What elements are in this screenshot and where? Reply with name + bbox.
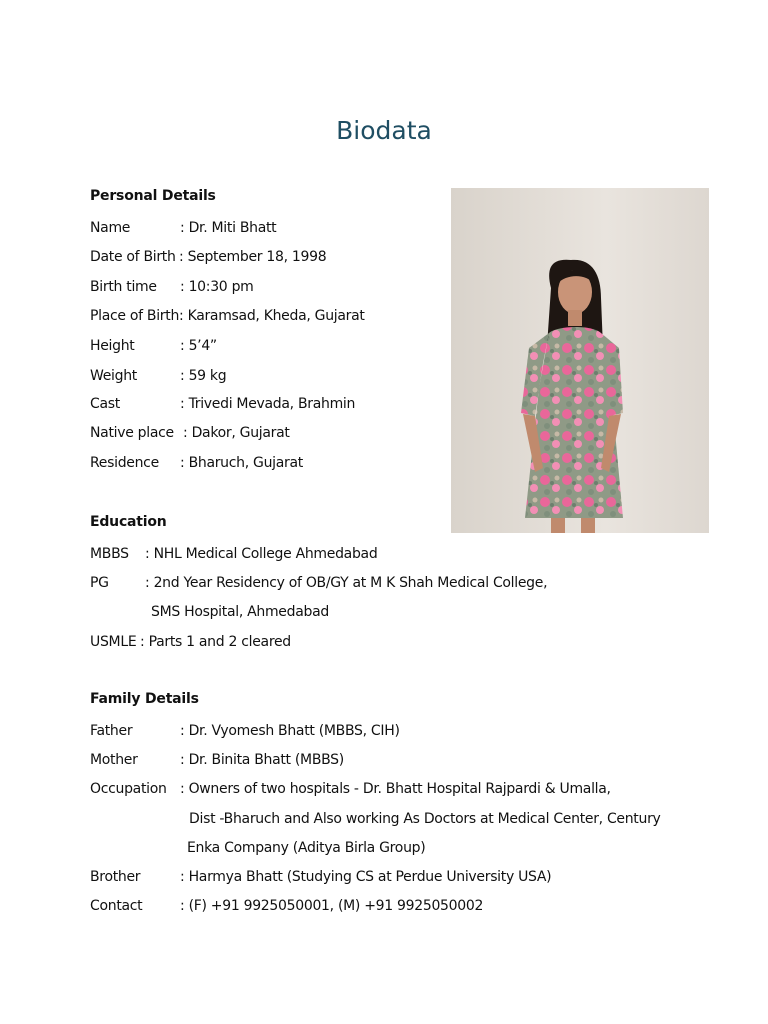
value-height: : 5’4” [180, 338, 217, 354]
family-details-heading: Family Details [90, 691, 199, 707]
value-residence: : Bharuch, Gujarat [180, 455, 303, 471]
label-pg: PG [90, 575, 109, 591]
label-name: Name [90, 220, 131, 236]
value-weight: : 59 kg [180, 368, 227, 384]
label-usmle: USMLE [90, 634, 137, 650]
value-occupation-line-2: Dist -Bharuch and Also working As Doctors at Medical Center, Century [189, 811, 661, 827]
value-pg-continued: SMS Hospital, Ahmedabad [151, 604, 329, 620]
value-mbbs: : NHL Medical College Ahmedabad [145, 546, 378, 562]
education-heading: Education [90, 514, 167, 530]
label-place-of-birth: Place of Birth [90, 308, 180, 324]
profile-photo [451, 188, 709, 533]
value-dob: : September 18, 1998 [179, 249, 327, 265]
value-pg: : 2nd Year Residency of OB/GY at M K Shah Medical College, [145, 575, 548, 591]
label-cast: Cast [90, 396, 120, 412]
label-father: Father [90, 723, 133, 739]
label-brother: Brother [90, 869, 141, 885]
label-mother: Mother [90, 752, 138, 768]
value-occupation: : Owners of two hospitals - Dr. Bhatt Hospital Rajpardi & Umalla, [180, 781, 611, 797]
label-weight: Weight [90, 368, 137, 384]
value-usmle: : Parts 1 and 2 cleared [140, 634, 291, 650]
value-place-of-birth: : Karamsad, Kheda, Gujarat [179, 308, 365, 324]
value-native-place: : Dakor, Gujarat [183, 425, 290, 441]
label-occupation: Occupation [90, 781, 167, 797]
label-dob: Date of Birth [90, 249, 176, 265]
value-cast: : Trivedi Mevada, Brahmin [180, 396, 356, 412]
page-title: Biodata [336, 116, 432, 145]
label-mbbs: MBBS [90, 546, 129, 562]
value-occupation-line-3: Enka Company (Aditya Birla Group) [187, 840, 426, 856]
label-native-place: Native place [90, 425, 174, 441]
person-illustration [451, 188, 709, 533]
value-mother: : Dr. Binita Bhatt (MBBS) [180, 752, 344, 768]
label-contact: Contact [90, 898, 143, 914]
personal-details-heading: Personal Details [90, 188, 216, 204]
label-birth-time: Birth time [90, 279, 157, 295]
value-contact: : (F) +91 9925050001, (M) +91 9925050002 [180, 898, 484, 914]
value-father: : Dr. Vyomesh Bhatt (MBBS, CIH) [180, 723, 400, 739]
label-residence: Residence [90, 455, 159, 471]
value-name: : Dr. Miti Bhatt [180, 220, 277, 236]
label-height: Height [90, 338, 135, 354]
value-birth-time: : 10:30 pm [180, 279, 254, 295]
value-brother: : Harmya Bhatt (Studying CS at Perdue University USA) [180, 869, 552, 885]
